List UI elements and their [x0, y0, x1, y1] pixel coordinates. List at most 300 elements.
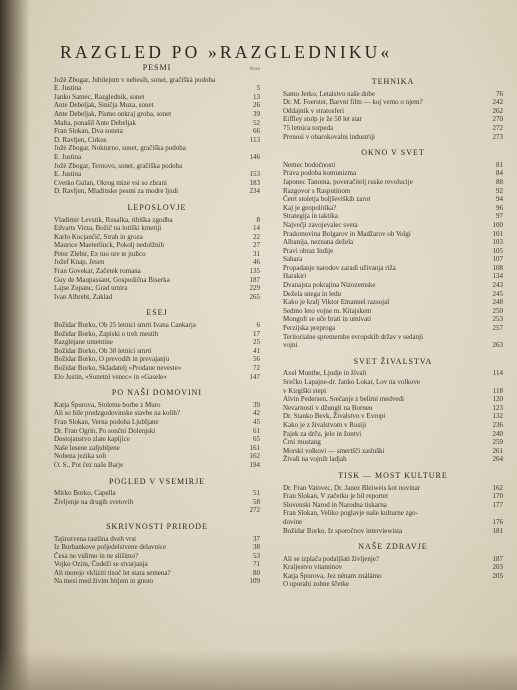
toc-entry	[283, 255, 503, 264]
entry-title: Harakiri	[283, 272, 307, 281]
toc-entry	[283, 178, 503, 187]
toc-entry	[283, 204, 503, 213]
toc-entry	[54, 250, 260, 259]
entry-page-number: 120	[492, 395, 503, 404]
entry-title: Nevarnosti v džungli na Borneu	[283, 403, 373, 412]
toc-entry	[54, 162, 260, 171]
entry-title: Živali na vojnih ladjah	[283, 455, 347, 464]
entry-title: Jožè Zbogar, Jubilejum v nebesih, sonet, gračiškà podoba	[54, 75, 216, 84]
entry-title: Eiffley stolp je že 50 let star	[283, 115, 362, 124]
section-heading: POGLED V VSEMIRJE	[108, 476, 206, 486]
entry-page-number: 5	[256, 84, 260, 93]
entry-title: Katja Špurova, Jez nénam ználámo	[283, 571, 382, 580]
section-heading: TEHNIKA	[371, 77, 415, 86]
entry-title: Kaj je geopolitika?	[283, 203, 337, 212]
entry-page-number: 37	[253, 534, 260, 543]
entry-page-number: 259	[492, 438, 503, 447]
toc-entry	[283, 290, 503, 299]
entry-page-number: 123	[492, 403, 503, 412]
toc-entry	[283, 247, 503, 256]
binding-shadow	[0, 0, 30, 690]
toc-entry	[283, 447, 503, 456]
entry-title: Kraljestvo vitaminov	[283, 563, 343, 572]
toc-entry	[54, 373, 260, 382]
entry-page-number: 272	[249, 506, 260, 515]
entry-title: Na mesi med živim bitjem in gnoto	[54, 577, 154, 586]
toc-entry	[283, 333, 503, 342]
entry-page-number: 240	[492, 429, 503, 438]
toc-entry	[54, 506, 260, 515]
section-heading: NAŠE ZDRAVJE	[358, 542, 428, 552]
entry-page-number: 108	[492, 263, 503, 272]
toc-entry	[283, 501, 503, 510]
toc-entry	[283, 161, 503, 170]
toc-entry	[54, 498, 260, 507]
toc-entry	[54, 461, 260, 470]
toc-entry	[283, 298, 503, 307]
entry-page-number: 146	[249, 152, 260, 161]
toc-entry	[54, 543, 260, 552]
entry-page-number: 103	[492, 238, 503, 247]
entry-title: E. Justina	[54, 152, 82, 161]
entry-title: Cvetko Gulan, Okrog mize vsi so zbrani	[54, 178, 167, 187]
toc-entry	[283, 369, 503, 378]
entry-page-number: 250	[492, 306, 503, 315]
entry-title: Lajse Zupanc, Grad umira	[54, 284, 128, 293]
entry-page-number: 162	[492, 483, 503, 492]
toc-entry	[283, 430, 503, 439]
toc-entry	[54, 427, 260, 436]
toc-entry	[54, 293, 260, 302]
entry-title: Črni mustang	[283, 438, 321, 447]
entry-page-number: 61	[253, 426, 260, 435]
toc-entry	[54, 401, 260, 410]
entry-page-number: 105	[492, 246, 503, 255]
toc-entry	[54, 76, 260, 85]
entry-title: Pravi obraz Indije	[283, 246, 334, 255]
entry-page-number: 39	[253, 400, 260, 409]
toc-entry	[54, 577, 260, 586]
toc-entry	[283, 455, 503, 464]
entry-title: Sahara	[283, 255, 303, 264]
toc-entry	[283, 341, 503, 350]
toc-entry	[54, 258, 260, 267]
entry-page-number: 264	[492, 455, 503, 464]
entry-page-number: 114	[492, 369, 503, 378]
entry-title: Prava podoba komunizma	[283, 169, 357, 178]
entry-title: Samo Jerko, Letalstvo naše dobe	[283, 89, 375, 98]
entry-page-number: 118	[492, 386, 503, 395]
entry-title: dovine	[283, 517, 303, 526]
entry-title: Dr. Fran Ogrin, Po sončni Dolenjski	[54, 426, 156, 435]
entry-title: Alvin Pedersen, Srečanje z belimi medvedi	[283, 395, 404, 404]
toc-entry	[54, 444, 260, 453]
toc-entry	[283, 307, 503, 316]
toc-entry	[283, 518, 503, 527]
toc-entry	[54, 136, 260, 145]
page-edge-shade	[0, 650, 517, 690]
entry-title: Dostojanstvo zlate kapljice	[54, 435, 130, 444]
entry-title: Naše lesene zaljubljene	[54, 443, 120, 452]
section-nase-zdravje	[283, 543, 503, 589]
entry-title: Nobena jezika soli	[54, 452, 107, 461]
entry-title: Tajinstvena rastlina dveh vrst	[54, 534, 137, 543]
section-heading: OKNO V SVET	[361, 148, 425, 158]
entry-title: Življenje na drugih svetovih	[54, 497, 134, 506]
entry-page-number: 72	[253, 364, 260, 372]
entry-page-number: 14	[253, 224, 260, 233]
entry-page-number: 107	[492, 255, 503, 264]
entry-page-number: 39	[253, 109, 260, 118]
entry-page-number: 187	[249, 275, 260, 284]
entry-title: Karlo Kocjančič, Strah in groza	[54, 232, 143, 241]
section-okno-v-svet	[283, 149, 503, 350]
entry-page-number: 170	[492, 492, 503, 501]
entry-title: Ante Debeljak, Pismo onkraj groba, sonet	[54, 109, 172, 118]
toc-entry	[283, 438, 503, 447]
entry-title: Japonec Tanoma, poveračitelj ruske revolucije	[283, 177, 413, 186]
section-heading: LEPOSLOVJE	[127, 202, 187, 212]
toc-entry	[283, 580, 503, 589]
entry-page-number: 135	[249, 267, 260, 276]
entry-title: Ali se izplača podaljšati življenje?	[283, 554, 380, 563]
section-tehnika	[283, 78, 503, 141]
entry-page-number: 26	[253, 101, 260, 110]
entry-title: Sedmo leto vojne m. Kitajskem	[283, 306, 372, 315]
toc-entry	[283, 509, 503, 518]
entry-title: vojni	[283, 341, 298, 350]
section-heading: SKRIVNOSTI PRIRODE	[106, 521, 208, 531]
toc-entry	[283, 187, 503, 196]
entry-title: Oddajnik v stratosferi	[283, 106, 345, 115]
entry-page-number: 71	[253, 560, 260, 569]
entry-page-number: 66	[253, 127, 260, 136]
toc-entry	[54, 330, 260, 339]
toc-entry	[283, 195, 503, 204]
entry-page-number: 38	[253, 543, 260, 552]
entry-page-number: 41	[253, 346, 260, 355]
entry-title: Maurice Maeterlinck, Pokolj nedolžnih	[54, 241, 165, 250]
entry-title: Razglejane umetnine	[54, 338, 113, 347]
toc-entry	[283, 563, 503, 572]
entry-title: Pajek za drču, jelo in žontvi	[283, 429, 362, 438]
toc-entry	[54, 364, 260, 373]
entry-title: E. Justina	[54, 84, 82, 93]
toc-entry	[283, 169, 503, 178]
entry-page-number: 81	[496, 160, 503, 169]
entry-title: Propadanje narodov zaradi uživanja riža	[283, 263, 396, 272]
entry-title: Kako je z živalstvom v Rusiji	[283, 420, 367, 429]
toc-entry	[283, 107, 503, 116]
toc-entry	[54, 241, 260, 250]
toc-entry	[283, 378, 503, 387]
toc-entry	[54, 127, 260, 136]
section-svet-zivalstva	[283, 358, 503, 464]
toc-entry	[54, 170, 260, 179]
entry-page-number: 56	[253, 355, 260, 364]
entry-title: Prenosi v obarokovalni industriji	[283, 132, 375, 141]
entry-title: Strategija in taktika	[283, 212, 338, 221]
toc-entry	[283, 98, 503, 107]
toc-entry	[283, 281, 503, 290]
entry-page-number: 245	[492, 289, 503, 298]
toc-entry	[54, 409, 260, 418]
entry-title: Dr. M. Foerster, Barvni film — koj vemo o njem?	[283, 98, 423, 107]
entry-title: Dr. Stanko Bevk, Živalstvo v Evropi	[283, 412, 386, 421]
entry-title: Srečko Lapajne-dr. Janko Lokar, Lov na volkove	[283, 378, 420, 386]
entry-page-number: 272	[492, 123, 503, 132]
entry-page-number: 109	[249, 577, 260, 586]
entry-title: Dr. Fran Vatovec, Dr. Janez Bleiweis kot novinar	[283, 483, 421, 492]
toc-entry	[54, 153, 260, 162]
entry-title: Perzijska preproga	[283, 324, 336, 333]
entry-title: Božidar Borko, Ob 25 letnici smrti Ivana Cankarja	[54, 321, 196, 330]
entry-page-number: 51	[253, 489, 260, 498]
toc-entry	[283, 395, 503, 404]
entry-title: Ali so bile predzgodovinske stavbe na kolih?	[54, 409, 180, 418]
toc-entry	[283, 221, 503, 230]
toc-entry	[54, 347, 260, 356]
entry-page-number: 27	[253, 241, 260, 250]
toc-entry	[283, 412, 503, 421]
entry-page-number: 88	[496, 177, 503, 186]
toc-entry	[54, 233, 260, 242]
entry-page-number: 205	[492, 571, 503, 580]
toc-entry	[283, 387, 503, 396]
entry-title: Česa ne vidimo in ne slišimo?	[54, 551, 139, 560]
entry-page-number: 273	[492, 132, 503, 141]
toc-entry	[54, 119, 260, 128]
entry-page-number: 132	[492, 412, 503, 421]
entry-title: Ivan Albreht, Zaklad	[54, 292, 113, 301]
entry-page-number: 147	[249, 372, 260, 381]
entry-title: 75 letnica torpeda	[283, 123, 334, 132]
entry-page-number: 176	[492, 517, 503, 526]
toc-entry	[54, 489, 260, 498]
entry-title: Razgovor s Rasputinom	[283, 186, 351, 195]
entry-title: Mirko Borko, Capella	[54, 489, 116, 498]
entry-title: Fran Slokan, Dva soneta	[54, 127, 123, 136]
entry-title: Vladimir Levstik, Rusalka, ribiška zgodba	[54, 215, 173, 224]
entry-title: Vojko Ozim, Čudeži se stvarjanja	[54, 560, 148, 569]
entry-page-number: 96	[496, 203, 503, 212]
entry-page-number: 203	[492, 563, 503, 572]
entry-page-number: 229	[249, 284, 260, 293]
entry-page-number: 42	[253, 409, 260, 418]
toc-entry	[54, 535, 260, 544]
entry-page-number: 94	[496, 195, 503, 204]
toc-entry	[283, 133, 503, 142]
entry-page-number: 242	[492, 98, 503, 107]
toc-entry	[54, 569, 260, 578]
entry-title: Albanija, neznana dežela	[283, 238, 354, 247]
entry-page-number: 187	[492, 554, 503, 563]
toc-entry	[283, 238, 503, 247]
entry-page-number: 162	[249, 452, 260, 461]
left-column	[54, 64, 260, 586]
entry-title: Božidar Borko, O prevodih in prevajanju	[54, 355, 170, 364]
entry-page-number: 100	[492, 220, 503, 229]
entry-title: Fran Govekar, Začetek romana	[54, 267, 141, 276]
entry-page-number: 257	[492, 324, 503, 333]
toc-entry	[283, 212, 503, 221]
entry-title: Božidar Borko, Skladatelj »Prodane neveste«	[54, 364, 182, 372]
entry-page-number: 177	[492, 500, 503, 509]
entry-title: Božidar Borko, Iz sporočnov interviewista	[283, 526, 403, 535]
entry-title: Dežela snega in ledu	[283, 289, 342, 298]
toc-entry	[283, 90, 503, 99]
entry-page-number: 243	[492, 281, 503, 290]
toc-entry	[283, 404, 503, 413]
entry-title: Slovenski Narod in Narodna tiskarna	[283, 500, 387, 509]
section-pogled-v-vsemirje	[54, 478, 260, 515]
entry-title: Pradomovina Bolgarov in Madžarov ob Volgi	[283, 229, 411, 238]
section-heading: SVET ŽIVALSTVA	[353, 356, 433, 366]
toc-entry	[54, 267, 260, 276]
entry-page-number: 181	[492, 526, 503, 535]
entry-title: Največji zavojevalec sveta	[283, 220, 358, 229]
entry-page-number: 153	[249, 170, 260, 179]
entry-title: Fran Slokan, Verna podoba Ljubljane	[54, 417, 159, 426]
toc-entry	[283, 115, 503, 124]
toc-entry	[54, 187, 260, 196]
section-tisk-most-kulture	[283, 472, 503, 535]
entry-title: Fran Slokan, V začetku je bil reporter	[283, 492, 389, 501]
entry-page-number: 6	[256, 321, 260, 330]
toc-entry	[283, 230, 503, 239]
entry-title: Jožef Knap, Jesen	[54, 258, 105, 267]
toc-entry	[54, 110, 260, 119]
toc-entry	[283, 315, 503, 324]
toc-entry	[54, 418, 260, 427]
entry-page-number: 58	[253, 497, 260, 506]
toc-entry	[54, 338, 260, 347]
entry-page-number: 253	[492, 315, 503, 324]
toc-entry	[283, 555, 503, 564]
entry-page-number: 262	[492, 106, 503, 115]
entry-page-number: 25	[253, 338, 260, 347]
section-heading: TISK — MOST KULTURE	[338, 470, 448, 480]
section-esej	[54, 309, 260, 381]
entry-page-number: 31	[253, 249, 260, 258]
toc-entry	[283, 527, 503, 536]
page-column-label: Stran	[249, 67, 260, 72]
entry-page-number: 84	[496, 169, 503, 178]
entry-page-number: 17	[253, 329, 260, 338]
section-pesmi	[54, 64, 260, 196]
toc-entry	[54, 276, 260, 285]
toc-entry	[54, 84, 260, 93]
entry-title: O uporabi zobne ščetke	[283, 580, 349, 589]
toc-entry	[54, 224, 260, 233]
entry-page-number: 13	[253, 92, 260, 101]
entry-title: Guy de Maupassant, Gospodična Biserka	[54, 275, 170, 284]
page-title: RAZGLED PO »RAZGLEDNIKU«	[60, 42, 393, 62]
toc-entry	[54, 435, 260, 444]
entry-title: Fran Slokan, Veliko poglavje naše kulturne zgo-	[283, 509, 418, 518]
toc-entry	[54, 321, 260, 330]
section-heading: ESEJ	[146, 308, 168, 318]
section-heading: PO NAŠI DOMOVINI	[111, 388, 203, 398]
toc-entry	[54, 355, 260, 364]
entry-page-number: 52	[253, 118, 260, 127]
toc-entry	[283, 572, 503, 581]
entry-page-number: 194	[249, 460, 260, 469]
entry-title: Božidar Borko, Ob 30 letnici smrti	[54, 346, 152, 355]
entry-title: Četrt stoletja boljševiških zarot	[283, 195, 371, 204]
right-column	[283, 78, 503, 589]
entry-title: Katja Špurova, Stoletne borbe z Muro	[54, 400, 161, 409]
entry-title: v Kirgiški stepi	[283, 386, 327, 395]
entry-page-number: 92	[496, 186, 503, 195]
entry-page-number: 8	[256, 215, 260, 224]
section-leposlovje	[54, 204, 260, 302]
entry-title: D. Ravljen, Cirkus	[54, 135, 107, 144]
entry-title: Nemec bodočnosti	[283, 160, 336, 169]
toc-entry	[283, 264, 503, 273]
entry-title: Edvarts Virza, Božič na lotiški kmetiji	[54, 224, 162, 233]
section-po-nasi-domovini	[54, 389, 260, 469]
entry-page-number: 236	[492, 420, 503, 429]
toc-entry	[54, 144, 260, 153]
entry-page-number: 263	[492, 341, 503, 350]
entry-title: Morski volkovi — smertšči zasluški	[283, 446, 385, 455]
entry-page-number: 113	[249, 135, 260, 144]
entry-page-number: 261	[492, 446, 503, 455]
entry-title: Dvanajsta pokrajina Nizozemske	[283, 281, 376, 290]
entry-page-number: 234	[249, 187, 260, 196]
entry-page-number: 97	[496, 212, 503, 221]
toc-entry	[54, 552, 260, 561]
toc-entry	[283, 492, 503, 501]
entry-page-number: 183	[249, 178, 260, 187]
entry-title: Axel Munthe, Ljudje in živali	[283, 369, 367, 378]
entry-title: Janko Samec, Razglednik, sonet	[54, 92, 145, 101]
toc-entry	[54, 452, 260, 461]
toc-entry	[54, 216, 260, 225]
entry-page-number: 101	[492, 229, 503, 238]
entry-page-number: 65	[253, 435, 260, 444]
toc-entry	[54, 93, 260, 102]
entry-title: Božidar Borko, Zapiski o treh mestih	[54, 329, 159, 338]
entry-page-number: 248	[492, 298, 503, 307]
toc-entry	[283, 324, 503, 333]
entry-page-number: 53	[253, 551, 260, 560]
entry-title: E. Justina	[54, 170, 82, 179]
toc-entry	[283, 421, 503, 430]
toc-entry	[54, 101, 260, 110]
toc-entry	[283, 484, 503, 493]
entry-title: Ali morejo vkliziti tisoč let stara semena?	[54, 568, 171, 577]
entry-page-number: 134	[492, 272, 503, 281]
section-heading: PESMI	[142, 63, 172, 72]
section-skrivnosti-prirode	[54, 523, 260, 586]
entry-title: Teritorialne spremembe evropskih držav v sedanji	[283, 332, 424, 341]
entry-page-number: 22	[253, 232, 260, 241]
entry-page-number: 265	[249, 292, 260, 301]
entry-title: Malta, ponašil Ante Debeljak	[54, 118, 137, 127]
entry-title: O. S., Pot čez naše Barje	[54, 460, 124, 469]
entry-title: Mongoli se uče brati in umivati	[283, 315, 372, 324]
entry-page-number: 161	[249, 443, 260, 452]
entry-title: Jožè Zbogar, Ternovo, sonet, gračiška podoba	[54, 161, 183, 170]
toc-entry	[54, 179, 260, 188]
entry-page-number: 80	[253, 568, 260, 577]
entry-page-number: 76	[496, 89, 503, 98]
toc-entry	[283, 272, 503, 281]
entry-title: Elo Justin, »Sonetni venec« in »Gasele«	[54, 372, 167, 381]
toc-entry	[283, 124, 503, 133]
